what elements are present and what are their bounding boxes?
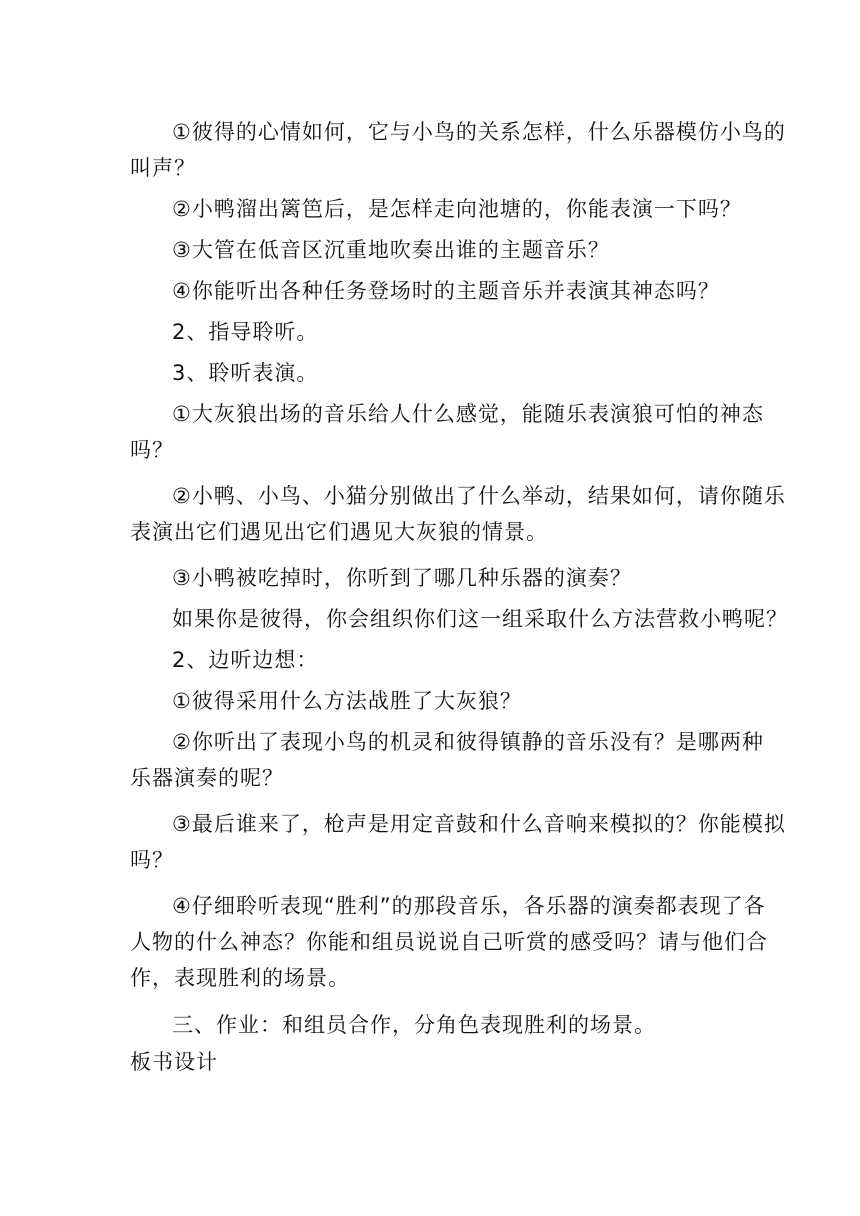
section-heading-blackboard-design: 板书设计 bbox=[130, 1050, 218, 1074]
paragraph-wolf-question bbox=[130, 396, 764, 468]
paragraph-gunshot-question bbox=[130, 806, 786, 878]
paragraph-line: 2、指导聆听。 bbox=[172, 320, 319, 344]
paragraph-line: 作，表现胜利的场景。 bbox=[130, 966, 350, 990]
paragraph-line: 3、聆听表演。 bbox=[172, 361, 319, 385]
paragraph-defeat-wolf-question bbox=[130, 683, 734, 719]
paragraph-victory-question bbox=[130, 888, 768, 996]
paragraph-line: 2、边听边想： bbox=[172, 648, 319, 672]
paragraph-line: 表演出它们遇见出它们遇见大灰狼的情景。 bbox=[130, 520, 548, 544]
paragraph-line: 叫声？ bbox=[130, 156, 196, 180]
paragraph-duck-eaten-question bbox=[130, 560, 734, 596]
step-listen-think bbox=[130, 642, 734, 678]
paragraph-line: ①彼得采用什么方法战胜了大灰狼？ bbox=[172, 689, 522, 713]
paragraph-line: ③大管在低音区沉重地吹奏出谁的主题音乐？ bbox=[172, 238, 610, 262]
paragraph-line: ①彼得的心情如何，它与小鸟的关系怎样，什么乐器模仿小鸟的 bbox=[172, 120, 786, 144]
paragraph-line: 三、作业：和组员合作，分角色表现胜利的场景。 bbox=[172, 1013, 656, 1037]
paragraph-line: ③最后谁来了，枪声是用定音鼓和什么音响来模拟的？你能模拟 bbox=[172, 812, 786, 836]
paragraph-line: ④你能听出各种任务登场时的主题音乐并表演其神态吗？ bbox=[172, 279, 720, 303]
paragraph-animals-question bbox=[130, 478, 786, 550]
paragraph-rescue-question bbox=[130, 601, 788, 637]
paragraph-line: 人物的什么神态？你能和组员说说自己听赏的感受吗？请与他们合 bbox=[130, 930, 768, 954]
paragraph-question-4 bbox=[130, 273, 734, 309]
paragraph-question-2 bbox=[130, 191, 742, 227]
paragraph-bird-music-question bbox=[130, 724, 764, 796]
paragraph-line: ③小鸭被吃掉时，你听到了哪几种乐器的演奏？ bbox=[172, 566, 632, 590]
paragraph-line: 如果你是彼得，你会组织你们这一组采取什么方法营救小鸭呢？ bbox=[172, 607, 788, 631]
paragraph-line: 乐器演奏的呢？ bbox=[130, 766, 284, 790]
paragraph-line: 吗？ bbox=[130, 438, 174, 462]
paragraph-line: ①大灰狼出场的音乐给人什么感觉，能随乐表演狼可怕的神态 bbox=[172, 402, 764, 426]
paragraph-homework bbox=[130, 1007, 734, 1043]
paragraph-line: ②小鸭、小鸟、小猫分别做出了什么举动，结果如何，请你随乐 bbox=[172, 484, 786, 508]
paragraph-line: 吗？ bbox=[130, 848, 174, 872]
step-guided-listening bbox=[130, 314, 734, 350]
step-listen-perform bbox=[130, 355, 734, 391]
paragraph-question-3 bbox=[130, 232, 734, 268]
paragraph-line: ②小鸭溜出篱笆后，是怎样走向池塘的，你能表演一下吗？ bbox=[172, 197, 742, 221]
paragraph-line: ②你听出了表现小鸟的机灵和彼得镇静的音乐没有？是哪两种 bbox=[172, 730, 764, 754]
paragraph-line: ④仔细聆听表现“胜利”的那段音乐，各乐器的演奏都表现了各 bbox=[172, 894, 766, 918]
paragraph-question-1 bbox=[130, 114, 786, 186]
